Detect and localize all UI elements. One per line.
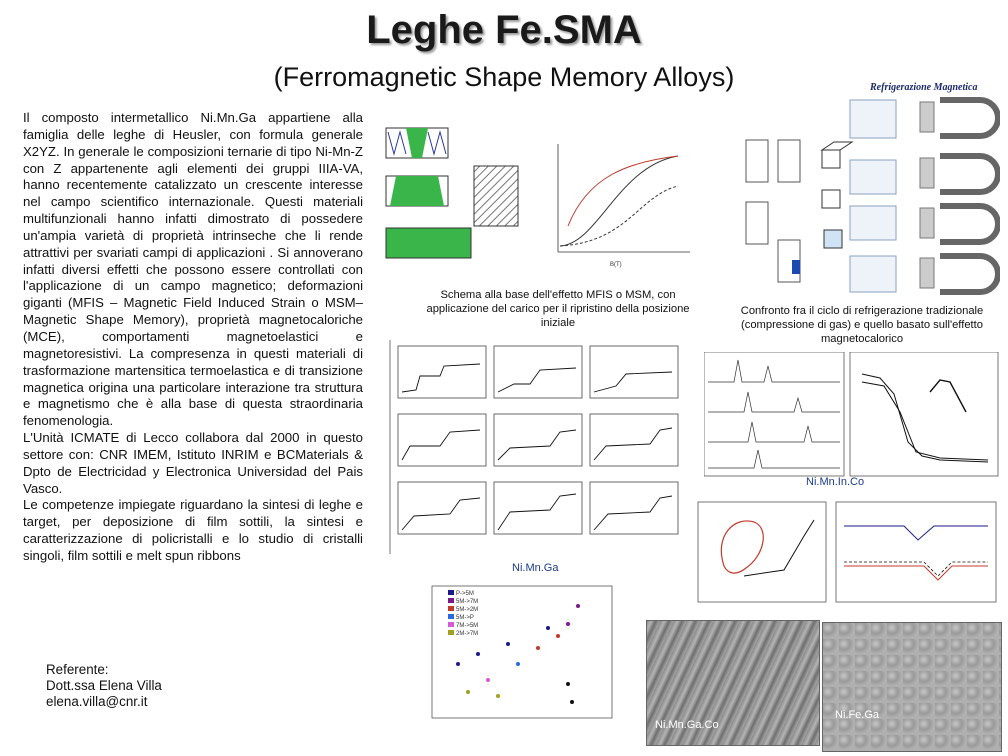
page-title: Leghe Fe.SMA <box>366 8 642 52</box>
paragraph-collaboration: L'Unità ICMATE di Lecco collabora dal 2000 in questo settore con: CNR IMEM, Istituto INRIM e BCMaterials & Dpto de Electricidad y Electronica Universidad del Pais Vasco. <box>23 430 363 496</box>
refrigeration-caption: Confronto fra il ciclo di refrigerazione tradizionale (compressione di gas) e quello basato sull'effetto magnetocalorico <box>740 305 984 345</box>
strain-dsc-figure <box>684 496 1000 614</box>
nimninco-plots <box>704 352 1000 480</box>
msm-schematic-figure <box>378 106 698 286</box>
msm-schematic-drawing <box>378 106 698 286</box>
refrigeration-diagram <box>742 80 1000 300</box>
legend-entry-1: 5M->7M <box>456 599 479 605</box>
legend-entry-0: P->5M <box>456 591 474 597</box>
strain-dsc-plots <box>684 496 1000 614</box>
nimngaco-micrograph <box>646 620 820 746</box>
label-nifega: Ni.Fe.Ga <box>835 709 880 721</box>
legend-entry-2: 5M->2M <box>456 607 479 613</box>
refrigeration-title: Refrigerazione Magnetica <box>870 82 978 93</box>
critical-stress-scatter <box>418 584 618 740</box>
referent-label: Referente: <box>46 662 109 677</box>
label-nimninco: Ni.Mn.In.Co <box>806 476 865 488</box>
referent-block <box>46 662 162 710</box>
legend-entry-5: 2M->7M <box>456 631 479 637</box>
label-nimngaco: Ni.Mn.Ga.Co <box>655 719 719 731</box>
page-subtitle: (Ferromagnetic Shape Memory Alloys) <box>273 62 735 92</box>
paragraph-competences: Le competenze impiegate riguardano la sintesi di leghe e target, per deposizione di film sottili, la sintesi e caratterizzazione di policristalli e lo studio di cristalli singoli, film sottili e melt spun ribbons <box>23 497 363 563</box>
label-nimnga: Ni.Mn.Ga <box>512 562 559 574</box>
nimnga-stress-strain-grid <box>380 336 692 558</box>
msm-caption: Schema alla base dell'effetto MFIS o MSM, con applicazione del carico per il ripristino della posizione iniziale <box>426 289 690 329</box>
stress-strain-curves <box>380 336 692 558</box>
nimninco-figure <box>704 352 1000 480</box>
body-text <box>23 110 363 565</box>
refrigeration-figure <box>742 80 1000 300</box>
legend-entry-3: 5M->P <box>456 615 474 621</box>
referent-email: elena.villa@cnr.it <box>46 694 148 709</box>
svg-text:B(T): B(T) <box>610 262 622 268</box>
referent-name: Dott.ssa Elena Villa <box>46 678 162 693</box>
critical-stress-plot <box>418 584 618 740</box>
paragraph-intro: Il composto intermetallico Ni.Mn.Ga appartiene alla famiglia delle leghe di Heusler, con formula generale X2YZ. In generale le composizioni ternarie di tipo Ni-Mn-Z con Z appartenente agli elementi dei gruppi IIIA-VA, hanno recentemente catalizzato un crescente interesse nel campo scientifico internazionale. Questi materiali multifunzionali hanno infatti dimostrato di possedere un'ampia varietà di proprietà intrinseche che li rende attrattivi per svariati campi di applicazioni . Si annoverano infatti diversi effetti che possono essere controllati con l'applicazione di un campo magnetico; deformazioni giganti (MFIS – Magnetic Field Induced Strain o MSM– Magnetic Shape Memory), proprietà magnetocaloriche (MCE), comportamenti magnetoelastici e magnetoresistivi. La compresenza in questi materiali di trasformazione martensitica termoelastica e di transizione magnetica origina una particolare interazione tra struttura e magnetismo che è alla base di questa straordinaria fenomenologia. <box>23 110 363 429</box>
legend-entry-4: 7M->5M <box>456 623 479 629</box>
nifega-micrograph <box>822 622 1002 752</box>
